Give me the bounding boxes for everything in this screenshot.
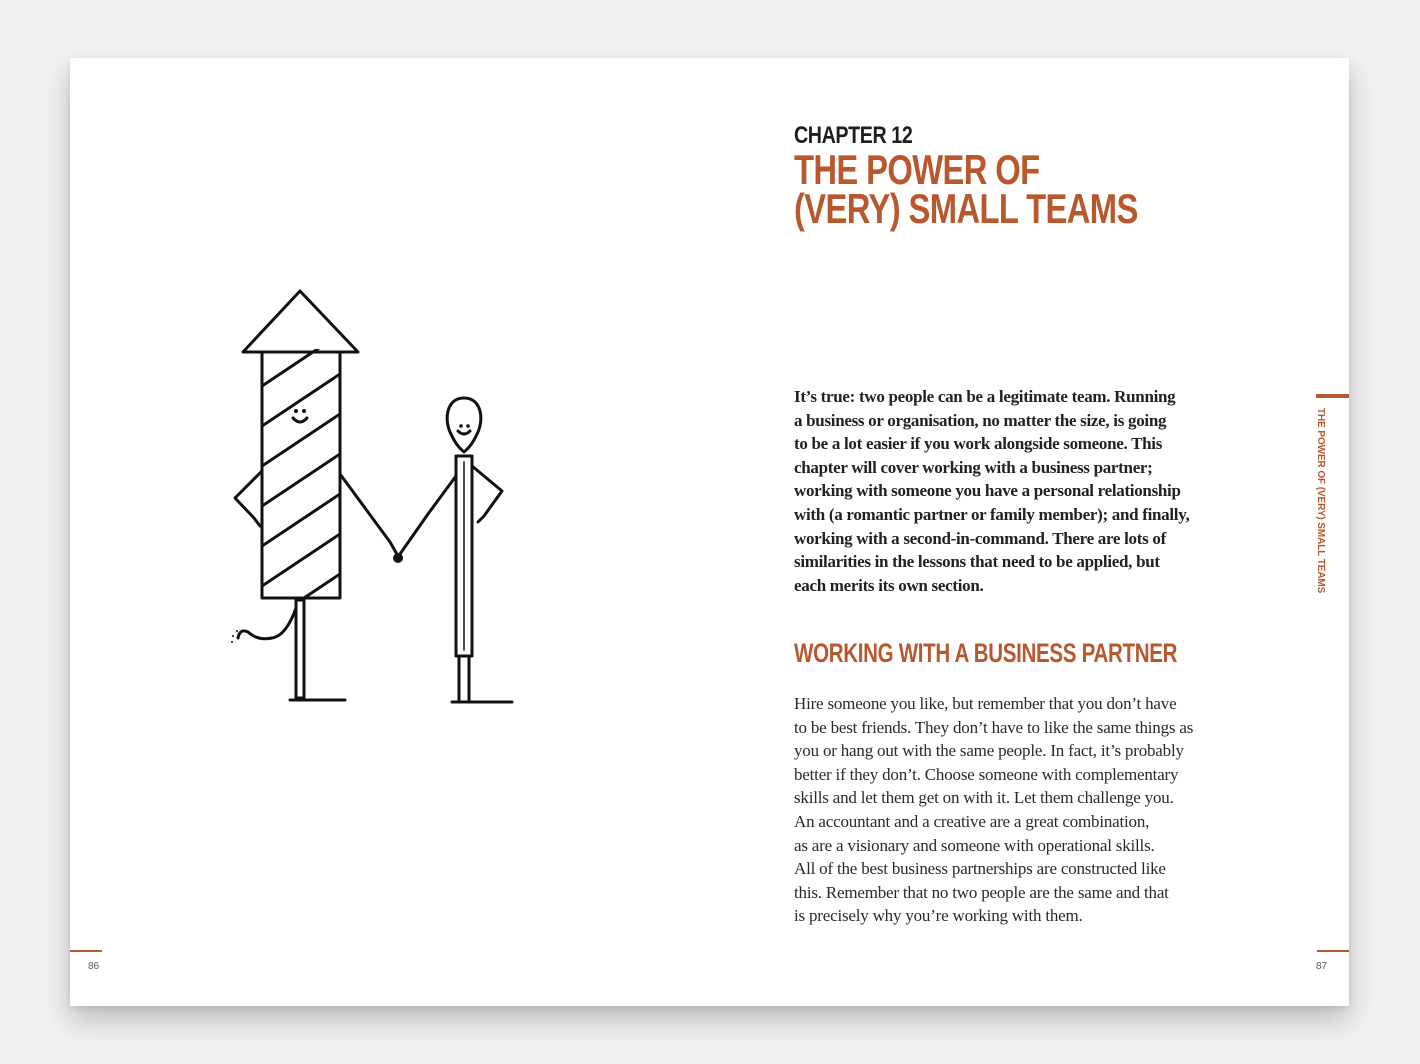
body-line: All of the best business partnerships are constructed like bbox=[794, 859, 1166, 879]
body-line: this. Remember that no two people are the same and that bbox=[794, 882, 1169, 902]
section-heading: WORKING WITH A BUSINESS PARTNER bbox=[794, 638, 1178, 668]
chapter-title-line1: THE POWER OF bbox=[794, 146, 1040, 193]
running-head: THE POWER OF (VERY) SMALL TEAMS bbox=[1315, 408, 1326, 594]
intro-paragraph bbox=[794, 385, 1264, 597]
rocket-and-match-illustration bbox=[230, 286, 520, 716]
body-line: skills and let them get on with it. Let them challenge you. bbox=[794, 788, 1174, 808]
page-number-right: 87 bbox=[1316, 961, 1328, 972]
chapter-title-line2: (VERY) SMALL TEAMS bbox=[794, 185, 1138, 232]
match-head bbox=[447, 398, 481, 452]
body-line: to be best friends. They don’t have to like the same things as bbox=[794, 717, 1194, 737]
intro-line: chapter will cover working with a business partner; bbox=[794, 457, 1153, 477]
folio-rule-left bbox=[70, 950, 102, 952]
intro-line: working with a second-in-command. There are lots of bbox=[794, 528, 1166, 548]
rocket-cone bbox=[243, 291, 358, 352]
right-page bbox=[710, 58, 1349, 1006]
body-line: An accountant and a creative are a great combination, bbox=[794, 811, 1150, 831]
intro-line: similarities in the lessons that need to be applied, but bbox=[794, 552, 1160, 572]
body-paragraph bbox=[794, 692, 1264, 928]
chapter-label: CHAPTER 12 bbox=[794, 122, 913, 149]
folio-rule-right bbox=[1317, 950, 1349, 952]
intro-line: with (a romantic partner or family member); and finally, bbox=[794, 504, 1190, 524]
side-tab-marker bbox=[1316, 394, 1349, 398]
body-line: better if they don’t. Choose someone with complementary bbox=[794, 764, 1179, 784]
joined-hands bbox=[393, 553, 403, 563]
body-line: you or hang out with the same people. In fact, it’s probably bbox=[794, 741, 1184, 761]
chapter-title bbox=[794, 146, 1138, 232]
book-spread bbox=[70, 58, 1349, 1006]
intro-line: each merits its own section. bbox=[794, 575, 984, 595]
body-line: Hire someone you like, but remember that you don’t have bbox=[794, 694, 1177, 713]
body-line: as are a visionary and someone with operational skills. bbox=[794, 835, 1155, 855]
intro-line: It’s true: two people can be a legitimate team. Running bbox=[794, 387, 1176, 406]
left-page bbox=[70, 58, 710, 1006]
page-number-left: 86 bbox=[88, 961, 100, 972]
intro-line: a business or organisation, no matter the size, is going bbox=[794, 410, 1167, 430]
intro-line: to be a lot easier if you work alongside someone. This bbox=[794, 434, 1163, 454]
intro-line: working with someone you have a personal relationship bbox=[794, 481, 1181, 501]
body-line: is precisely why you’re working with them. bbox=[794, 906, 1083, 926]
